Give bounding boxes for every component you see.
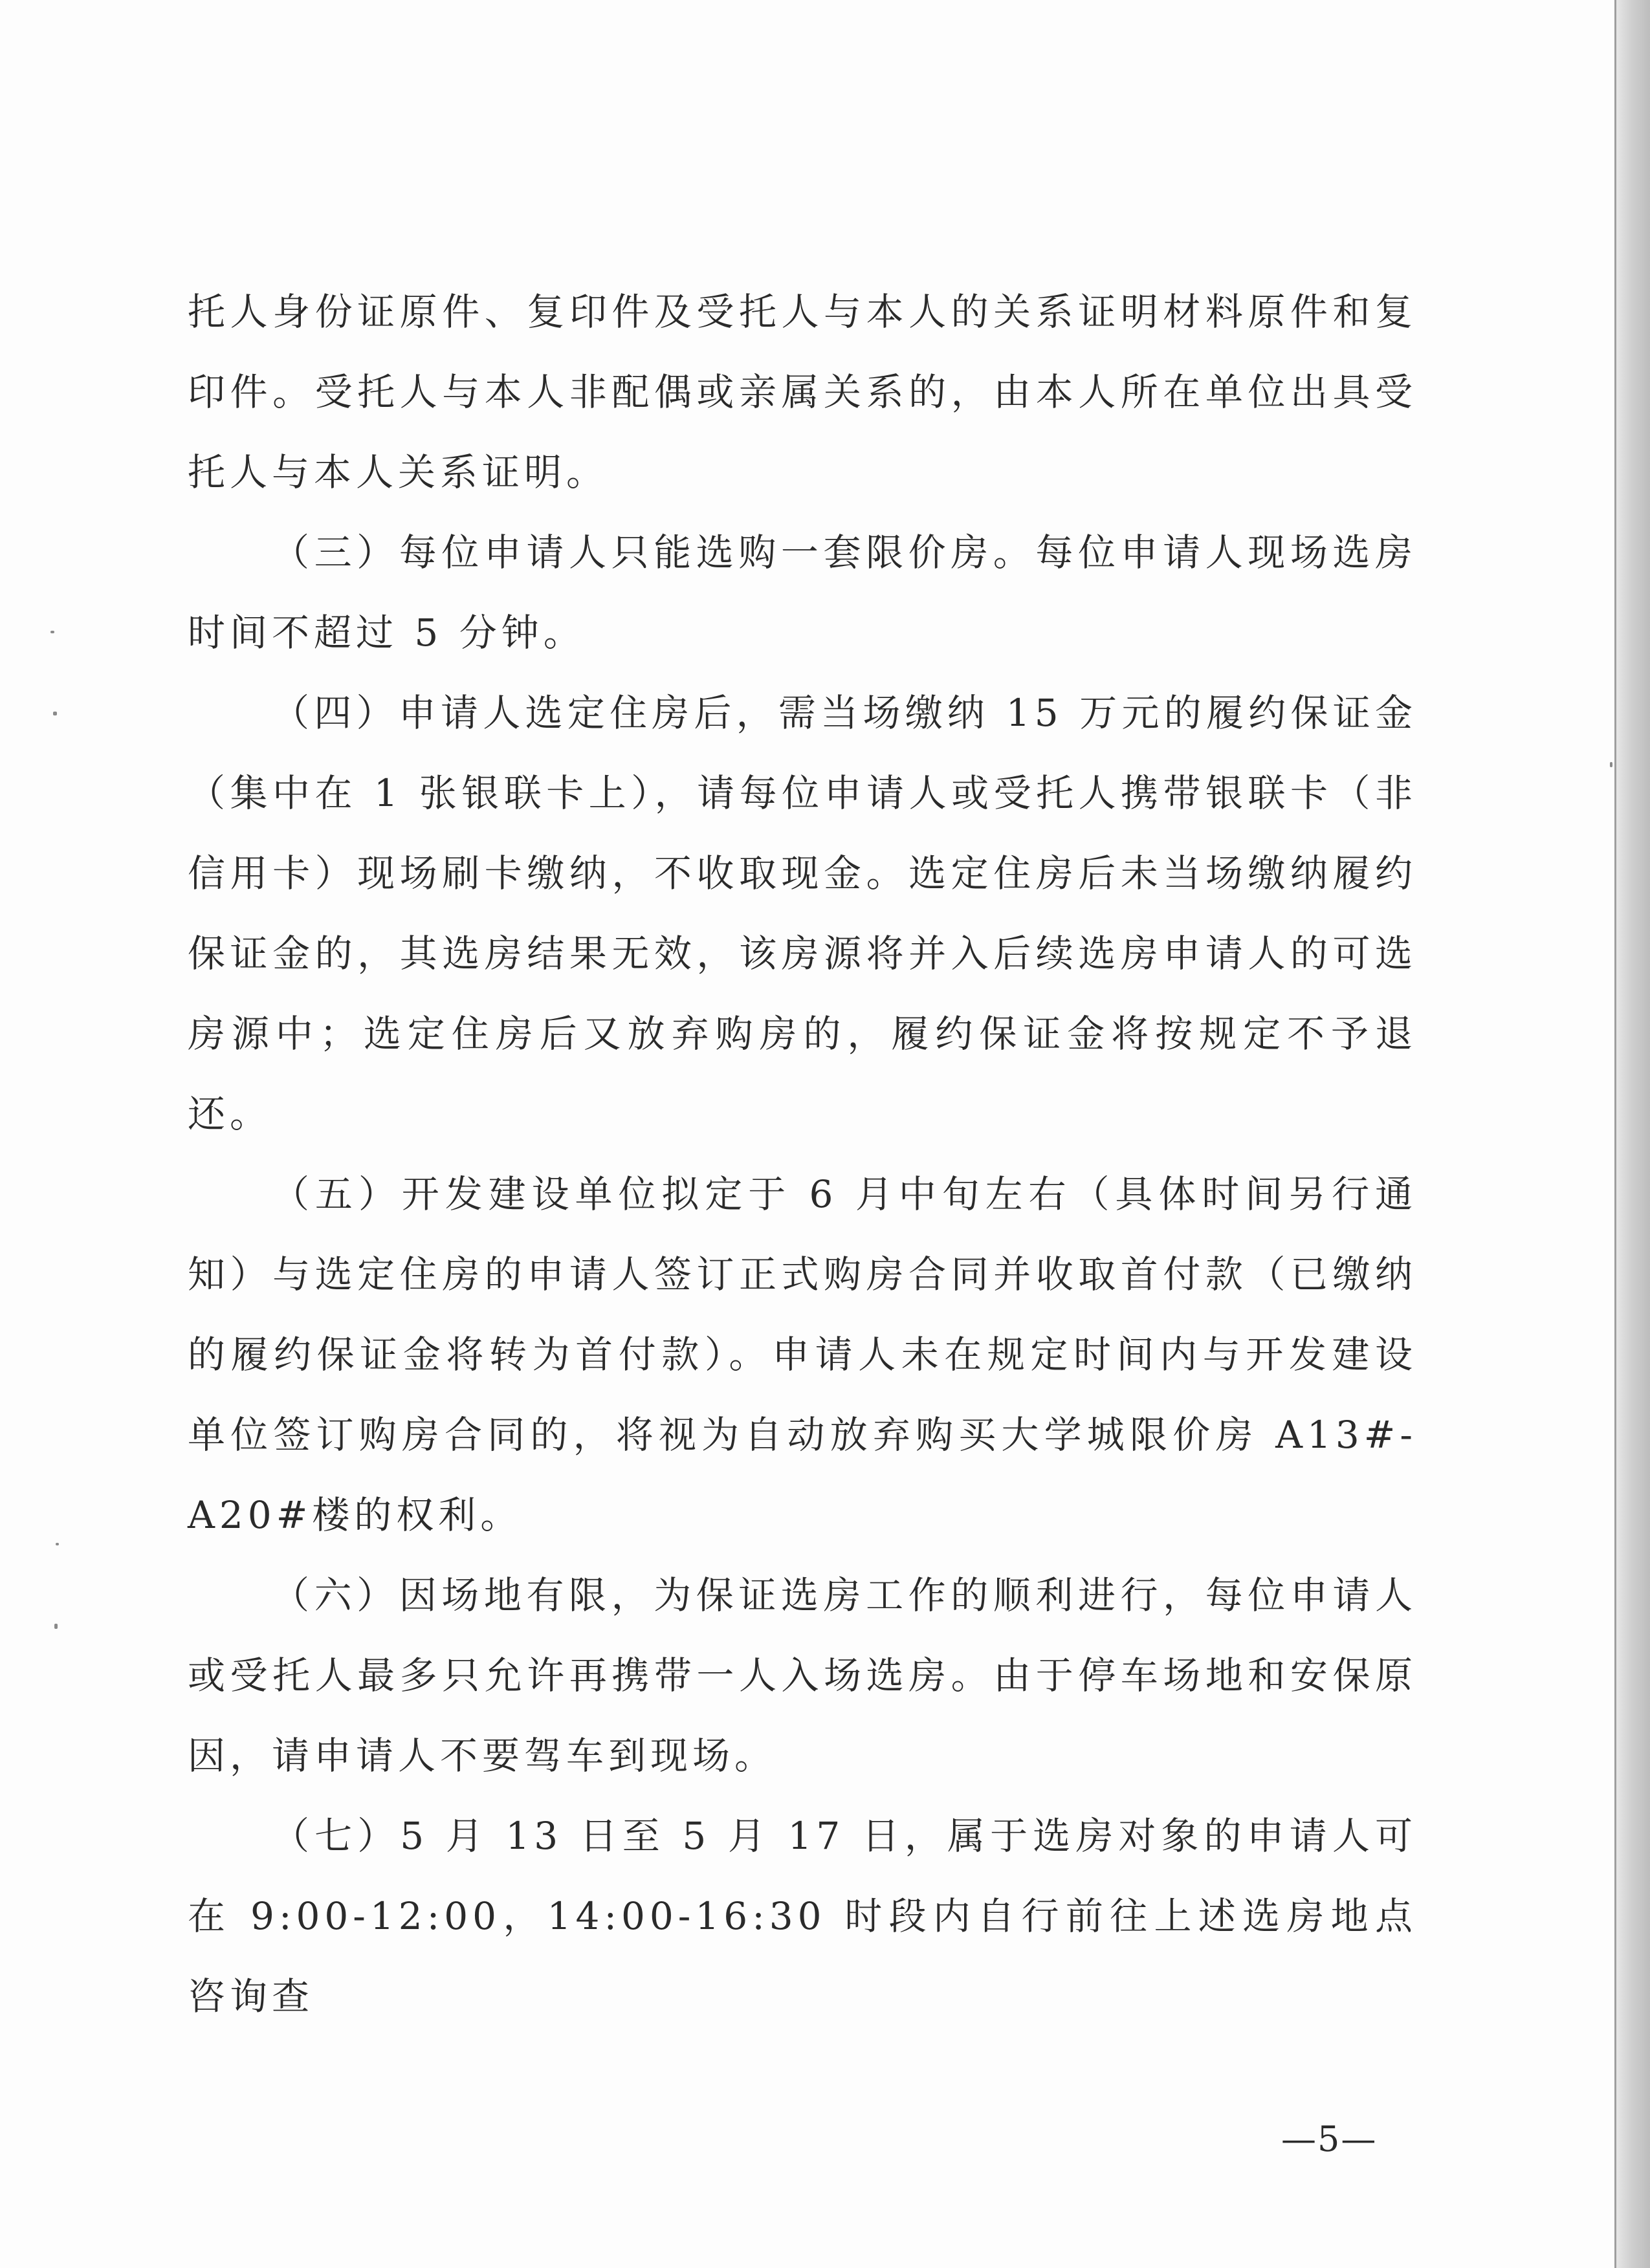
scan-speck: [56, 1543, 59, 1545]
paragraph-item-6: （六）因场地有限，为保证选房工作的顺利进行，每位申请人或受托人最多只允许再携带一人入场选房。由于停车场地和安保原因，请申请人不要驾车到现场。: [188, 1573, 1417, 1778]
scan-speck: [53, 712, 57, 715]
paragraph-item-4: （四）申请人选定住房后，需当场缴纳 15 万元的履约保证金（集中在 1 张银联卡上），请每位申请人或受托人携带银联卡（非信用卡）现场刷卡缴纳，不收取现金。选定住房后未当场缴纳履约保证金的，其选房结果无效，该房源将并入后续选房申请人的可选房源中；选定住房后又放弃购房的，履约保证金将按规定不予退还。: [188, 691, 1417, 1136]
scan-speck: [50, 631, 54, 633]
paragraph-continuation: 托人身份证原件、复印件及受托人与本人的关系证明材料原件和复印件。受托人与本人非配偶或亲属关系的，由本人所在单位出具受托人与本人关系证明。: [188, 290, 1417, 494]
page-number: —5—: [1281, 2119, 1378, 2159]
paragraph-item-3: （三）每位申请人只能选购一套限价房。每位申请人现场选房时间不超过 5 分钟。: [188, 530, 1417, 655]
paragraph-item-7: （七）5 月 13 日至 5 月 17 日，属于选房对象的申请人可在 9:00-12:00，14:00-16:30 时段内自行前往上述选房地点咨询查: [188, 1814, 1417, 2018]
scan-speck: [54, 1624, 58, 1629]
scan-edge-shadow: [1616, 0, 1650, 2268]
paragraph-item-5: （五）开发建设单位拟定于 6 月中旬左右（具体时间另行通知）与选定住房的申请人签订正式购房合同并收取首付款（已缴纳的履约保证金将转为首付款）。申请人未在规定时间内与开发建设单位签订购房合同的，将视为自动放弃购买大学城限价房 A13#-A20#楼的权利。: [188, 1172, 1417, 1537]
document-body: [188, 272, 1417, 2036]
scan-speck: [1610, 762, 1612, 767]
